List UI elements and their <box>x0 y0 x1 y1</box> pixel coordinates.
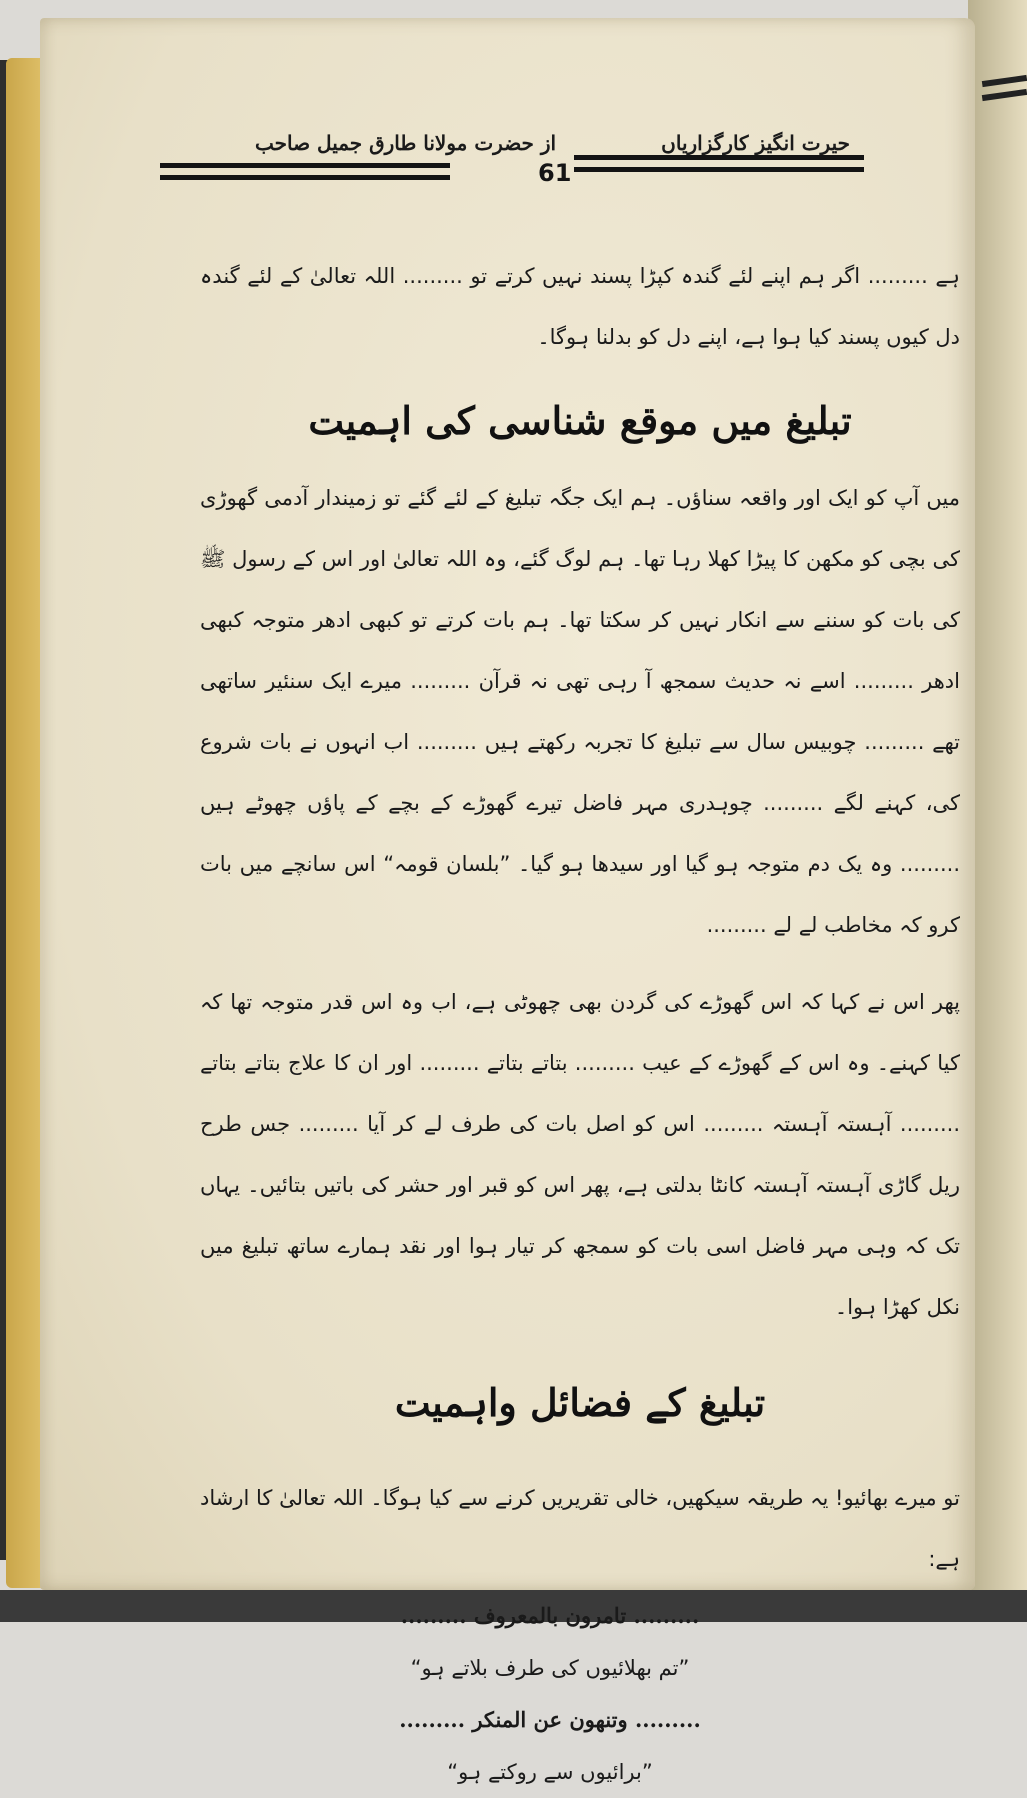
verse-1-translation: ”تم بھلائیوں کی طرف بلاتے ہو“ <box>410 1656 690 1680</box>
section2-paragraph: تو میرے بھائیو! یہ طریقہ سیکھیں، خالی تقریریں کرنے سے کیا ہوگا۔ اللہ تعالیٰ کا ارشاد ہے: <box>200 1486 960 1571</box>
header-rule-right-top <box>574 155 864 160</box>
author-line: از حضرت مولانا طارق جمیل صاحب <box>255 131 557 155</box>
intro-paragraph: ہے ......... اگر ہم اپنے لئے گندہ کپڑا پسند نہیں کرتے تو ......... اللہ تعالیٰ کے لئے گندہ دل کیوں پسند کیا ہوا ہے، اپنے دل کو بدلنا ہوگا۔ <box>200 264 960 349</box>
header-rule-right-bottom <box>574 167 864 172</box>
verse-2-translation: ”برائیوں سے روکتے ہو“ <box>447 1760 653 1784</box>
running-header <box>160 103 940 213</box>
verse-2-arabic: ......... وتنھون عن المنکر ......... <box>399 1707 701 1732</box>
header-rule-left-bottom <box>160 175 450 180</box>
book-title: حیرت انگیز کارگزاریاں <box>661 131 850 155</box>
page-body <box>200 246 960 1798</box>
section1-paragraph-1: میں آپ کو ایک اور واقعہ سناؤں۔ ہم ایک جگہ تبلیغ کے لئے گئے تو زمیندار آدمی گھوڑی کی بچی کو مکھن کا پیڑا کھلا رہا تھا۔ ہم لوگ گئے، وہ اللہ تعالیٰ اور اس کے رسول ﷺ کی بات کو سننے سے انکار نہیں کر سکتا تھا۔ ہم بات کرتے تو کبھی ادھر متوجہ کبھی ادھر ......... اسے نہ حدیث سمجھ آ رہی تھی نہ قرآن ......... میرے ایک سنئیر ساتھی تھے ......... چوبیس سال سے تبلیغ کا تجربہ رکھتے ہیں ......... اب انہوں نے بات شروع کی، کہنے لگے ......... چوہدری مہر فاضل تیرے گھوڑے کے بچے کے پاؤں چھوٹے ہیں ......... وہ یک دم متوجہ ہو گیا اور سیدھا ہو گیا۔ ”بلسان قومہ“ اس سانچے میں بات کرو کہ مخاطب لے لے ......... <box>200 486 960 937</box>
section1-paragraph-2: پھر اس نے کہا کہ اس گھوڑے کی گردن بھی چھوٹی ہے، اب وہ اس قدر متوجہ تھا کہ کیا کہنے۔ وہ اس کے گھوڑے کے عیب ......... بتاتے بتاتے ......... اور ان کا علاج بتاتے بتاتے ......... آہستہ آہستہ ......... اس کو اصل بات کی طرف لے کر آیا ......... جس طرح ریل گاڑی آہستہ آہستہ کانٹا بدلتی ہے، پھر اس کو قبر اور حشر کی باتیں بتائیں۔ یہاں تک کہ وہی مہر فاضل اسی بات کو سمجھ کر تیار ہوا اور نقد ہمارے ساتھ تبلیغ میں نکل کھڑا ہوا۔ <box>200 990 960 1319</box>
section-heading-1: تبلیغ میں موقع شناسی کی اہمیت <box>308 398 852 443</box>
book-page <box>40 18 975 1784</box>
verse-1-arabic: ......... تامرون بالمعروف ......... <box>400 1603 700 1628</box>
adjacent-page <box>968 0 1027 1622</box>
section-heading-2: تبلیغ کے فضائل واہمیت <box>394 1380 766 1425</box>
header-rule-left-top <box>160 163 450 168</box>
page-number: 61 <box>538 159 572 187</box>
